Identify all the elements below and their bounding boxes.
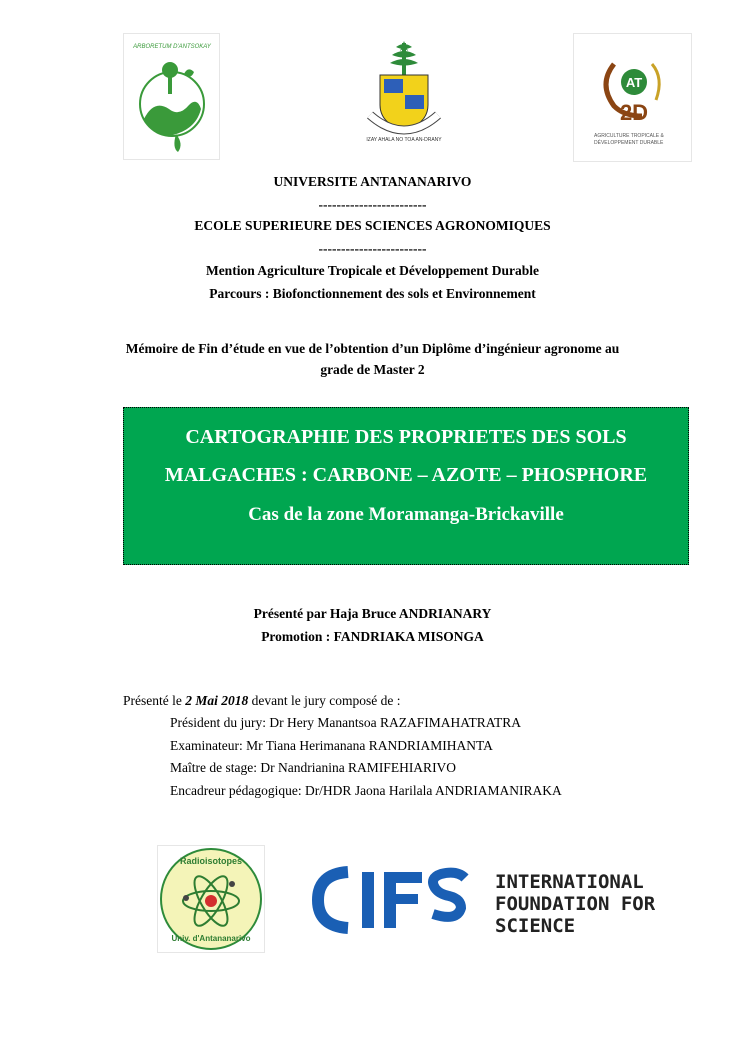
jury-intro-prefix: Présenté le xyxy=(123,693,186,708)
defense-date: 2 Mai 2018 xyxy=(185,693,249,708)
svg-text:ARBORETUM D'ANTSOKAY: ARBORETUM D'ANTSOKAY xyxy=(133,44,211,50)
ifs-logo-icon xyxy=(290,850,655,950)
logo-at2d xyxy=(573,33,692,162)
separator: ------------------------ xyxy=(318,241,427,256)
separator: ------------------------ xyxy=(318,197,427,212)
svg-text:Univ. d'Antananarivo: Univ. d'Antananarivo xyxy=(171,934,251,943)
jury-member: Examinateur: Mr Tiana Herimanana RANDRIAMIHANTA xyxy=(170,738,493,753)
jury-member: Encadreur pédagogique: Dr/HDR Jaona Harilala ANDRIAMANIRAKA xyxy=(170,783,562,798)
school-name: ECOLE SUPERIEURE DES SCIENCES AGRONOMIQUES xyxy=(194,218,551,233)
at2d-logo-icon xyxy=(574,34,691,161)
presented-by: Présenté par Haja Bruce ANDRIANARY xyxy=(253,606,492,621)
title-box xyxy=(123,407,689,565)
svg-text:2D: 2D xyxy=(619,100,649,125)
svg-text:AT: AT xyxy=(625,75,643,90)
svg-text:DÉVELOPPEMENT DURABLE: DÉVELOPPEMENT DURABLE xyxy=(594,140,664,146)
logo-radioisotopes xyxy=(157,845,265,953)
logo-ifs xyxy=(290,850,655,950)
logo-university-crest xyxy=(348,23,460,155)
svg-text:SCIENCE: SCIENCE xyxy=(495,915,576,937)
university-name: UNIVERSITE ANTANANARIVO xyxy=(273,174,472,189)
jury-intro xyxy=(123,693,400,709)
title-line1: CARTOGRAPHIE DES PROPRIETES DES SOLS xyxy=(185,426,627,448)
memoire-line1: Mémoire de Fin d’étude en vue de l’obtention d’un Diplôme d’ingénieur agronome au xyxy=(125,341,620,356)
svg-text:FOUNDATION FOR: FOUNDATION FOR xyxy=(495,893,655,915)
svg-text:INTERNATIONAL: INTERNATIONAL xyxy=(495,871,644,893)
svg-text:AGRICULTURE TROPICALE &: AGRICULTURE TROPICALE & xyxy=(594,133,664,139)
jury-member: Président du jury: Dr Hery Manantsoa RAZAFIMAHATRATRA xyxy=(170,715,521,730)
memoire-line2: grade de Master 2 xyxy=(320,362,425,377)
title-subtitle: Cas de la zone Moramanga-Brickaville xyxy=(248,504,564,525)
logo-arboretum xyxy=(123,33,220,160)
svg-text:Radioisotopes: Radioisotopes xyxy=(179,856,243,866)
jury-intro-suffix: devant le jury composé de : xyxy=(248,693,401,708)
mention: Mention Agriculture Tropicale et Développement Durable xyxy=(205,263,540,278)
jury-member: Maître de stage: Dr Nandrianina RAMIFEHIARIVO xyxy=(170,760,457,775)
university-crest-icon xyxy=(348,23,460,155)
parcours: Parcours : Biofonctionnement des sols et Environnement xyxy=(209,286,536,301)
promotion: Promotion : FANDRIAKA MISONGA xyxy=(261,629,484,644)
radioisotopes-atom-icon xyxy=(158,846,264,952)
title-line2: MALGACHES : CARBONE – AZOTE – PHOSPHORE xyxy=(164,464,648,486)
eco-globe-icon xyxy=(124,34,219,159)
crest-motto: IZAY AHALA NO TOA AN-DRANY xyxy=(366,137,442,143)
